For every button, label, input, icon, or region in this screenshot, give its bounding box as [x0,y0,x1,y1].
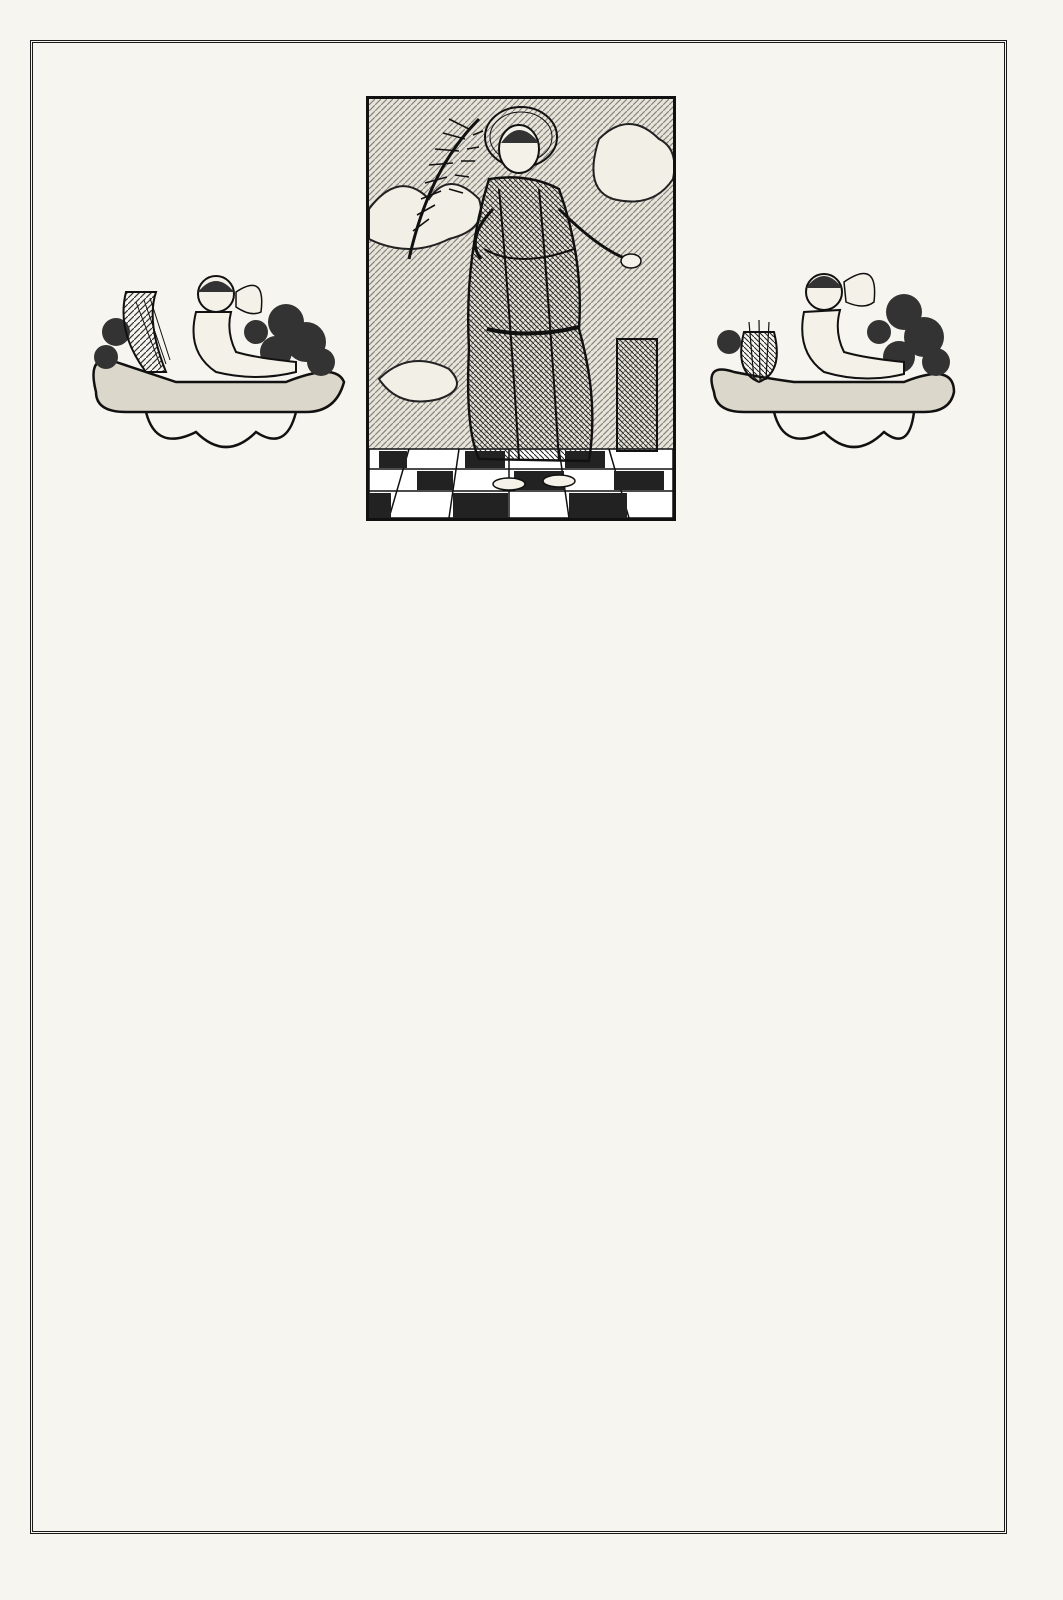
title-right-block [700,108,940,120]
cherub-harp-left-image [86,262,346,462]
cherub-lyre-right-image [704,262,964,462]
title-left-block [88,108,348,120]
saint-woodcut-image [366,96,676,521]
chain-divider [486,643,552,1378]
